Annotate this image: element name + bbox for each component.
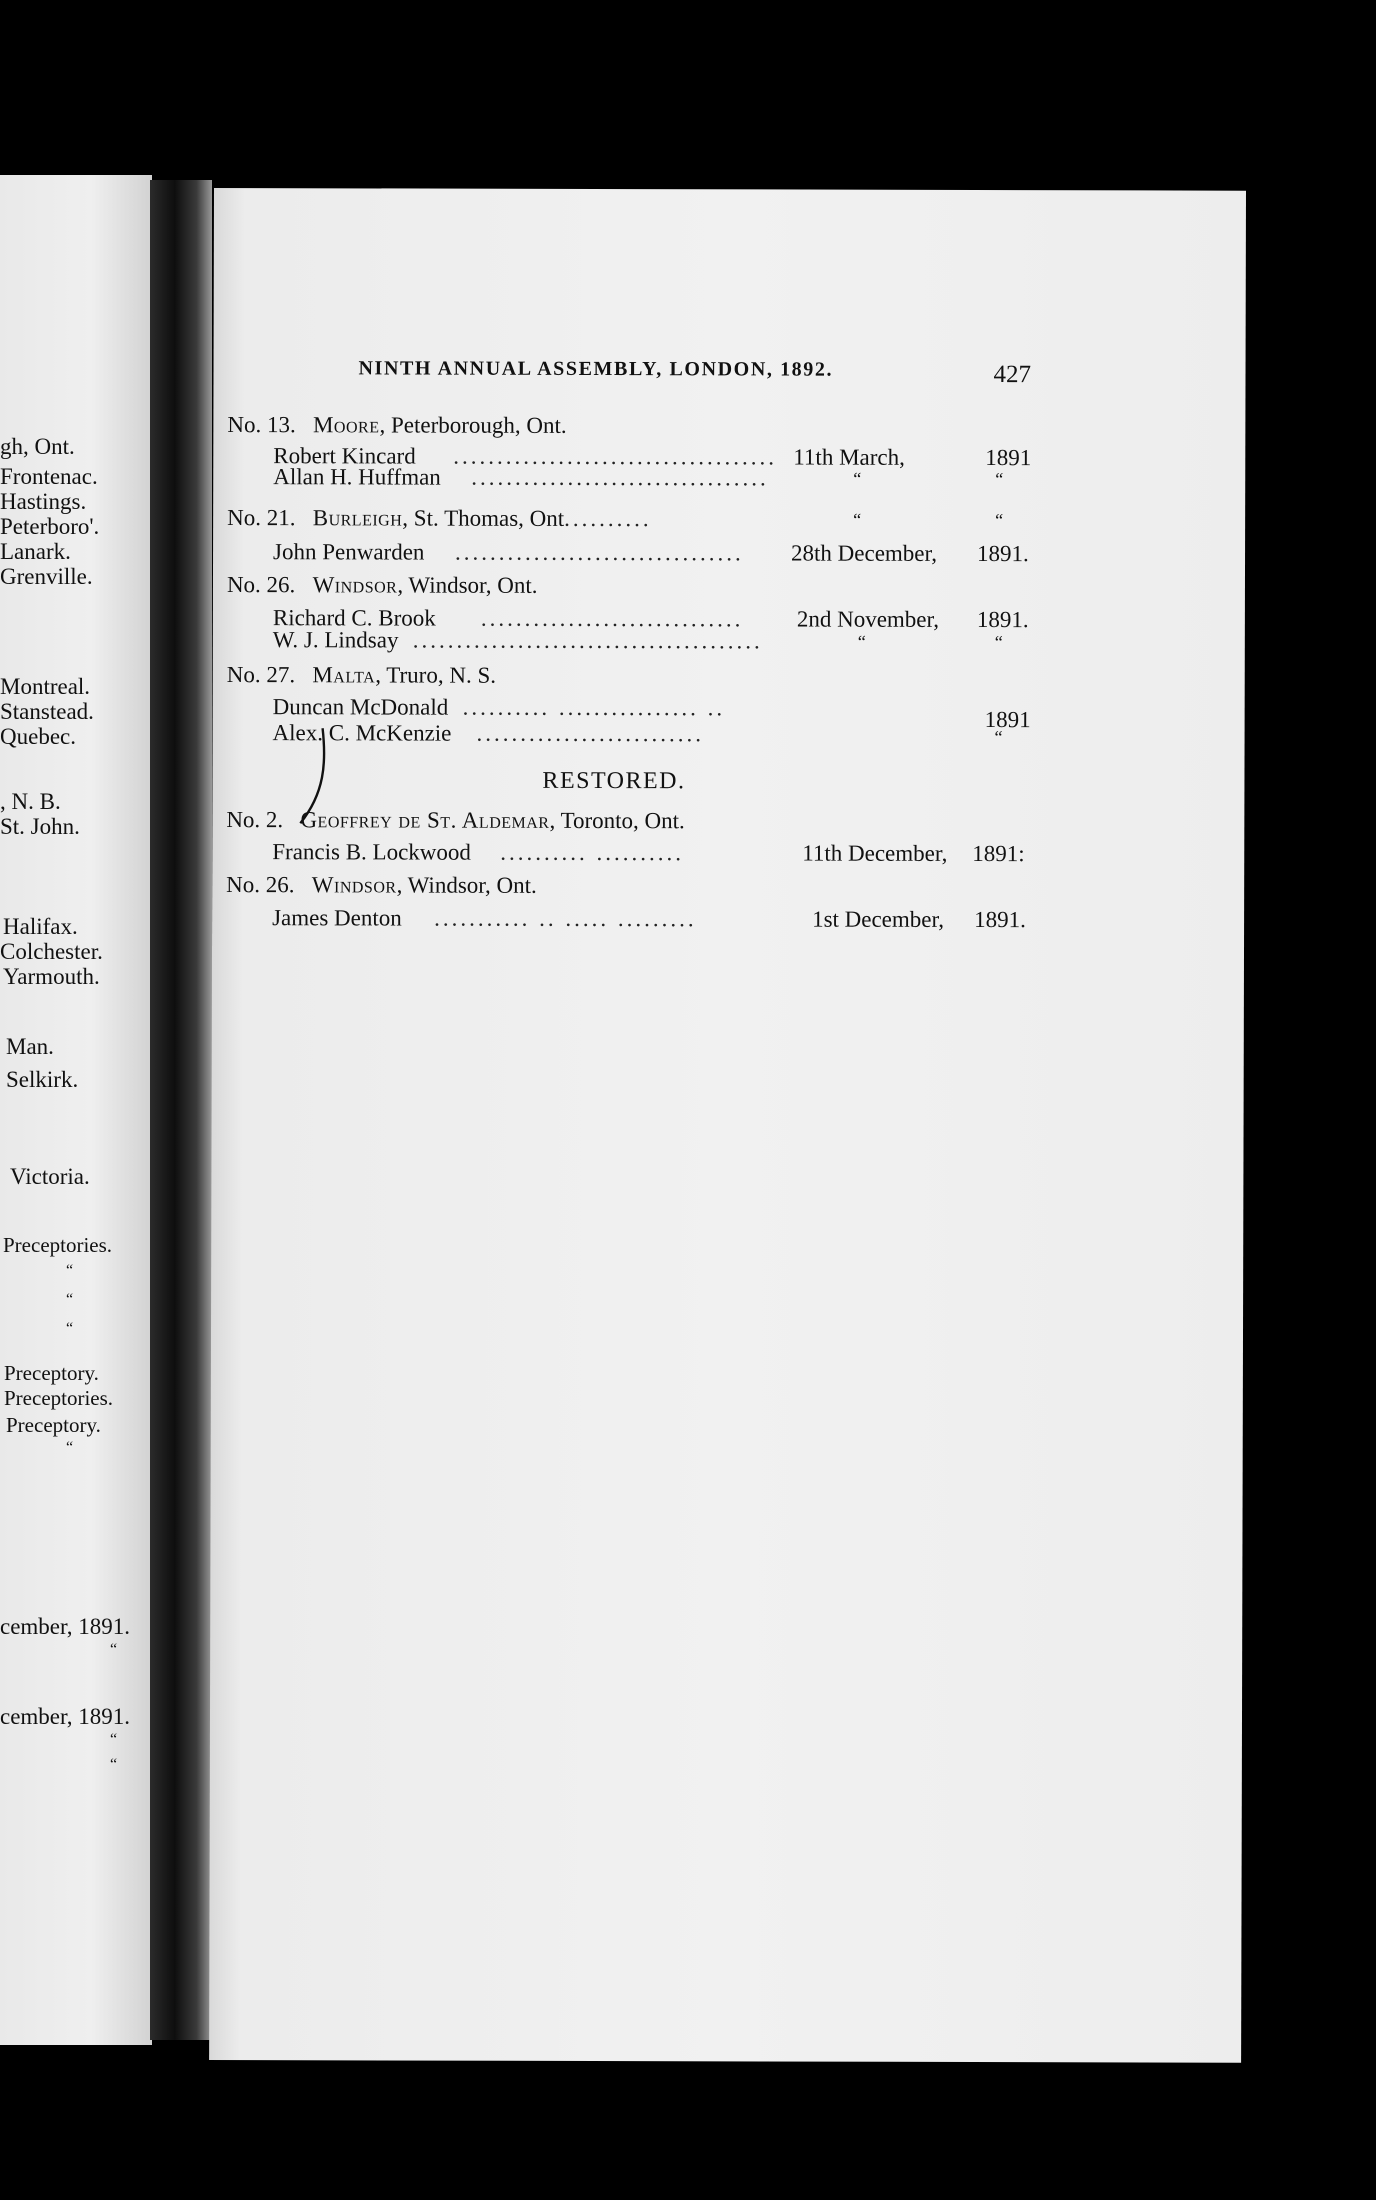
leader-dots: .................................: [455, 539, 744, 566]
member-name: Allan H. Huffman: [273, 464, 441, 490]
left-fragment: Montreal.: [0, 674, 91, 699]
member-year: 1891.: [977, 540, 1029, 567]
left-fragment: cember, 1891.: [0, 1614, 131, 1639]
leader-dots: ........................................: [412, 627, 763, 654]
member-date: 1st December,: [812, 906, 945, 932]
ditto-mark: “: [995, 510, 1004, 531]
restored-heading: RESTORED.: [542, 767, 686, 795]
member-year: 1891: [984, 707, 1031, 733]
left-fragment: “: [66, 1320, 74, 1337]
chapter-name: Windsor: [312, 572, 398, 598]
chapter-number: No. 13.: [227, 412, 296, 438]
left-fragment: “: [66, 1262, 74, 1279]
chapter-location: , Truro, N. S.: [375, 662, 497, 688]
left-fragment: Preceptories.: [3, 1233, 113, 1257]
chapter-location: , Toronto, Ont.: [549, 807, 685, 834]
member-date: 28th December,: [791, 540, 938, 566]
left-fragment: Preceptory.: [4, 1361, 99, 1385]
left-fragment: Yarmouth.: [3, 964, 100, 989]
member-date: 11th March,: [793, 444, 905, 470]
chapter-location: , Peterborough, Ont.: [379, 412, 567, 438]
ditto-mark: “: [853, 468, 862, 489]
member-name: Alex. C. McKenzie: [272, 720, 452, 746]
member-name: Richard C. Brook: [272, 605, 436, 631]
chapter-number: No. 21.: [227, 505, 296, 531]
leader-dots: .......... ..........: [500, 839, 685, 866]
left-fragment: Grenville.: [0, 564, 93, 589]
chapter-location: , St. Thomas, Ont: [402, 505, 565, 531]
chapter-location: , Windsor, Ont.: [396, 872, 537, 898]
member-year: 1891: [985, 445, 1032, 471]
left-fragment: Quebec.: [0, 724, 76, 749]
chapter-heading: [227, 663, 496, 687]
chapter-number: No. 26.: [226, 572, 296, 598]
leader-dots: ..................................: [471, 464, 769, 491]
leader-dots: ..........: [564, 505, 652, 532]
left-fragment: Preceptory.: [6, 1413, 101, 1437]
left-fragment: cember, 1891.: [0, 1704, 131, 1729]
member-year: 1891:: [972, 840, 1025, 867]
left-fragment: “: [110, 1731, 118, 1748]
chapter-number: No. 26.: [226, 872, 295, 898]
chapter-name: Geoffrey de St. Aldemar: [300, 807, 550, 833]
chapter-number: No. 2.: [226, 807, 284, 833]
left-fragment: Man.: [6, 1034, 54, 1059]
book-gutter-shadow: [150, 180, 212, 2040]
left-fragment: Selkirk.: [6, 1067, 79, 1092]
left-fragment: Halifax.: [3, 914, 78, 939]
left-fragment: “: [66, 1291, 74, 1308]
chapter-number: No. 27.: [226, 662, 296, 688]
member-year: 1891.: [974, 906, 1026, 933]
left-fragment: Lanark.: [0, 539, 71, 564]
member-date: 2nd November,: [796, 606, 940, 632]
left-fragment: “: [110, 1756, 118, 1773]
chapter-heading: [227, 573, 538, 597]
chapter-heading: [227, 506, 652, 530]
member-name: Robert Kincard: [273, 443, 416, 469]
member-year: 1891.: [976, 606, 1029, 633]
chapter-location: , Windsor, Ont.: [397, 572, 538, 598]
member-name: Francis B. Lockwood: [272, 839, 471, 865]
ditto-mark: “: [857, 631, 866, 652]
leader-dots: ..........................: [476, 720, 705, 747]
ditto-mark: “: [853, 509, 862, 530]
leader-dots: ..............................: [480, 605, 744, 632]
ditto-mark: “: [995, 469, 1004, 490]
chapter-heading: [227, 413, 566, 437]
chapter-heading: [226, 873, 537, 897]
member-name: James Denton: [272, 905, 402, 931]
leader-dots: .......... ................ ..: [462, 694, 726, 721]
ditto-mark: “: [994, 632, 1003, 653]
left-fragment: St. John.: [0, 814, 80, 839]
member-name: Duncan McDonald: [272, 694, 449, 720]
left-fragment: Stanstead.: [0, 699, 94, 724]
chapter-heading: [226, 808, 685, 832]
left-fragment: Preceptories.: [4, 1386, 114, 1410]
chapter-name: Moore: [312, 412, 380, 438]
chapter-name: Windsor: [311, 872, 397, 898]
left-fragment: Victoria.: [10, 1164, 90, 1189]
left-fragment: “: [110, 1641, 118, 1658]
running-head: NINTH ANNUAL ASSEMBLY, LONDON, 1892.: [358, 357, 834, 381]
leader-dots: .....................................: [453, 443, 778, 470]
left-fragment: , N. B.: [0, 789, 61, 814]
left-fragment: Peterboro'.: [0, 514, 100, 539]
left-fragment: gh, Ont.: [0, 434, 75, 459]
page-number: 427: [993, 361, 1032, 389]
ditto-mark: “: [994, 727, 1003, 748]
chapter-name: Burleigh: [312, 505, 403, 531]
member-date: 11th December,: [802, 840, 948, 866]
chapter-name: Malta: [312, 662, 376, 688]
previous-page-strip: [0, 175, 152, 2045]
left-fragment: Hastings.: [0, 489, 87, 514]
member-name: W. J. Lindsay: [272, 627, 399, 653]
member-name: John Penwarden: [273, 539, 425, 565]
leader-dots: ........... .. ..... .........: [434, 905, 697, 932]
left-fragment: “: [66, 1439, 74, 1456]
left-fragment: Frontenac.: [0, 464, 98, 489]
left-fragment: Colchester.: [0, 939, 103, 964]
main-page: [209, 188, 1246, 2063]
